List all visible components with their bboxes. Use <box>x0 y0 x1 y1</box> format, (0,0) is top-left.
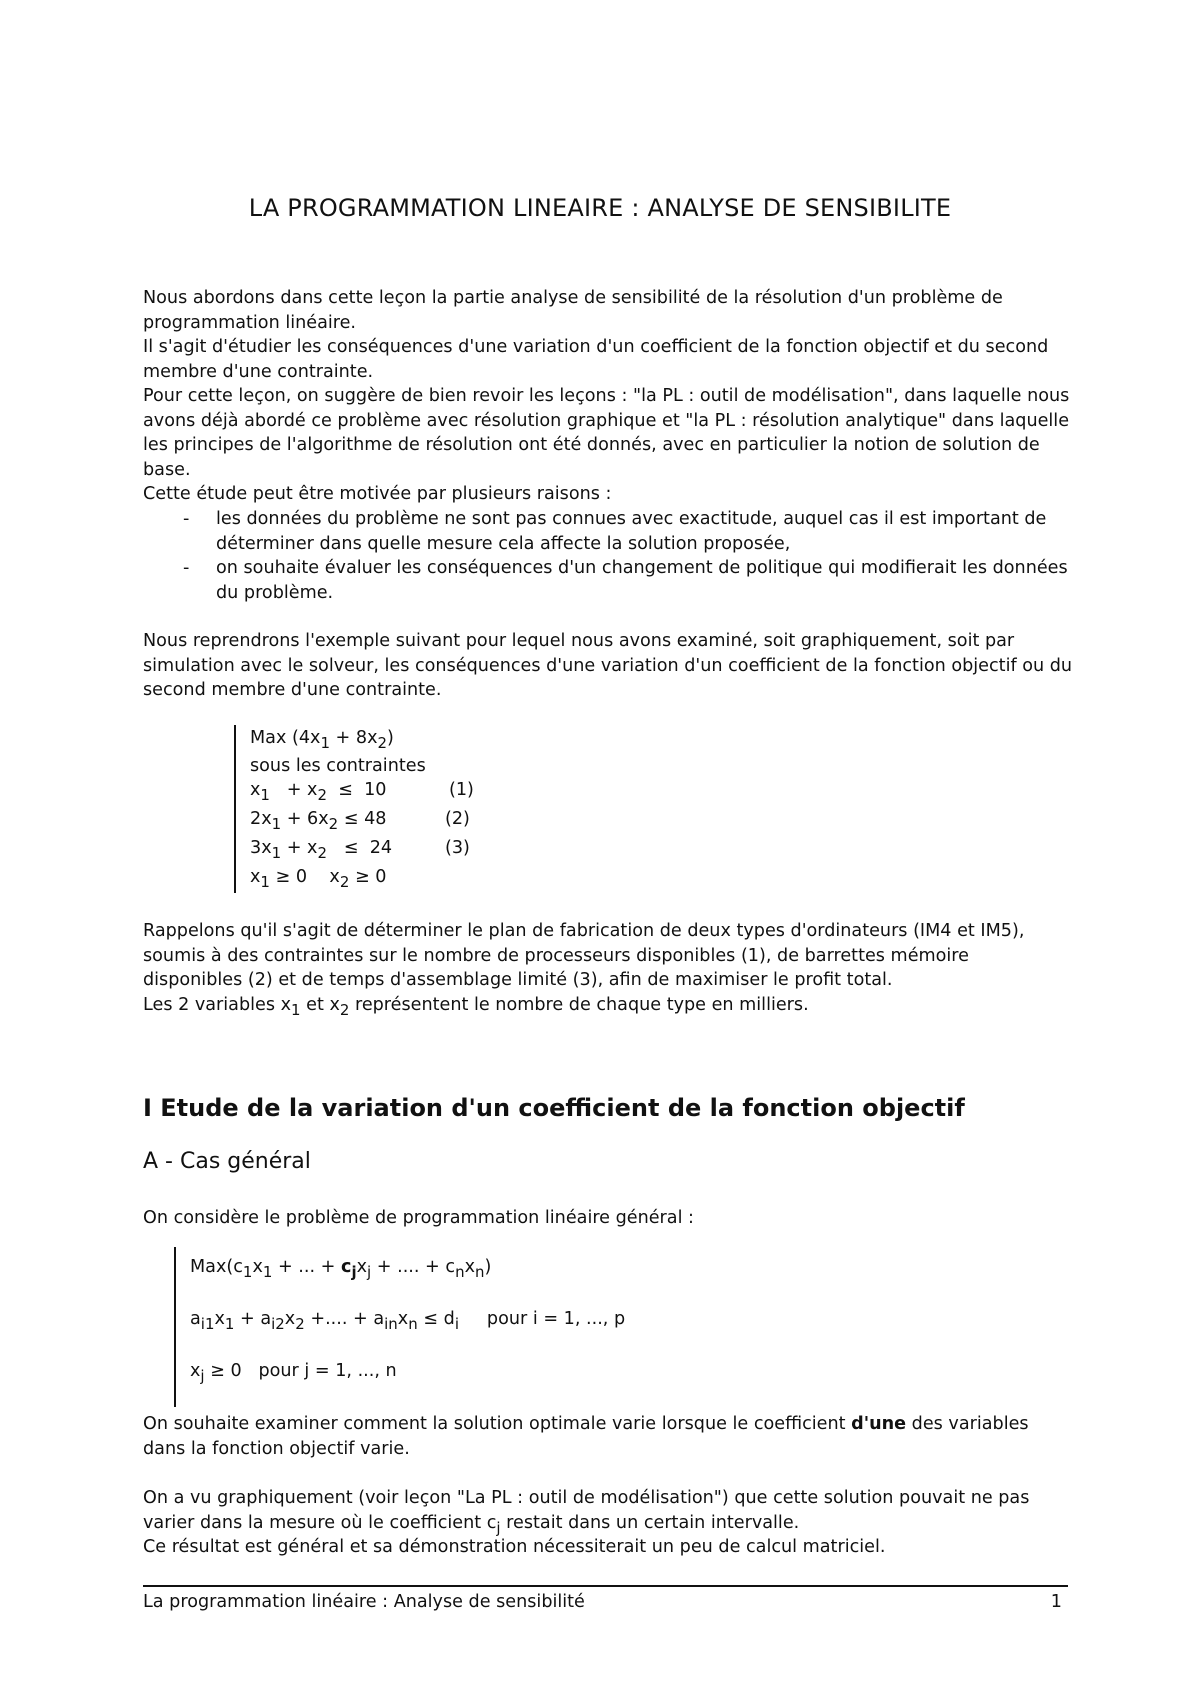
example-lp-system <box>234 725 496 893</box>
list-item-text: les données du problème ne sont pas connues avec exactitude, auquel cas il est important de déterminer dans quelle mesure cela affecte la solution proposée, <box>216 509 1047 554</box>
section-heading: I Etude de la variation d'un coefficient de la fonction objectif <box>143 1094 965 1122</box>
nonnegativity-constraint: $x_1 \ge 0$ $x_2 \ge 0$ <box>250 867 387 892</box>
constraint-2: $2x_1 + 6x_2 \le 48$ <box>250 809 387 834</box>
example-paragraph-3: Les 2 variables $x_1$ et $x_2$ représentent le nombre de chaque type en milliers. <box>143 995 809 1020</box>
section-paragraph-2: On souhaite examiner comment la solution optimale varie lorsque le coefficient d'une des variables dans la fonction objectif varie. <box>143 1414 1029 1459</box>
objective-function: Max $(4x_1 + 8x_2)$ <box>250 728 394 753</box>
constraints-label: sous les contraintes <box>250 756 426 776</box>
page-number: 1 <box>1050 1592 1062 1612</box>
section-paragraph-4: Ce résultat est général et sa démonstration nécessiterait un peu de calcul matriciel. <box>143 1537 886 1557</box>
intro-paragraph-4: Cette étude peut être motivée par plusieurs raisons : <box>143 484 612 504</box>
general-problem-intro: On considère le problème de programmation linéaire général : <box>143 1208 694 1228</box>
intro-paragraph-1: Nous abordons dans cette leçon la partie analyse de sensibilité de la résolution d'un problème de programmation linéaire. <box>143 288 1003 333</box>
example-paragraph-1: Nous reprendrons l'exemple suivant pour lequel nous avons examiné, soit graphiquement, soit par simulation avec le solveur, les conséquences d'une variation d'un coefficient de la fonction objectif ou du second membre d'une contrainte. <box>143 631 1073 701</box>
general-objective: $Max(c_1x_1$ + ... + $c_jx_j$ + .... + $c_nx_n$) <box>190 1257 492 1282</box>
general-nonnegativity: $x_j \ge 0$ pour j = 1, ..., n <box>190 1361 397 1386</box>
constraint-1: $x_1 + x_2 \le 10$ <box>250 780 387 805</box>
constraint-3: $3x_1 + x_2 \le 24$ <box>250 838 393 863</box>
intro-paragraph-3: Pour cette leçon, on suggère de bien revoir les leçons : "la PL : outil de modélisation", dans laquelle nous avons déjà abordé ce problème avec résolution graphique et "la PL : résolution analytique" dans laquelle les principes de l'algorithme de résolution ont été donnés, avec en particulier la notion de solution de base. <box>143 386 1070 480</box>
reasons-list <box>143 507 1073 605</box>
general-lp-system <box>174 1247 696 1407</box>
page-title: LA PROGRAMMATION LINEAIRE : ANALYSE DE SENSIBILITE <box>248 194 952 222</box>
list-item-text: on souhaite évaluer les conséquences d'un changement de politique qui modifierait les données du problème. <box>216 558 1068 603</box>
list-item <box>143 507 1073 556</box>
footer-title: La programmation linéaire : Analyse de sensibilité <box>143 1592 585 1612</box>
bullet-marker: - <box>183 558 190 579</box>
footer-divider <box>143 1585 1068 1587</box>
subsection-heading: A - Cas général <box>143 1149 311 1174</box>
example-paragraph-2: Rappelons qu'il s'agit de déterminer le plan de fabrication de deux types d'ordinateurs (IM4 et IM5), soumis à des contraintes sur le nombre de processeurs disponibles (1), de barrettes mémoire disponibles (2) et de temps d'assemblage limité (3), afin de maximiser le profit total. <box>143 921 1025 991</box>
constraint-2-number: (2) <box>445 809 470 829</box>
list-item <box>143 556 1073 605</box>
bullet-marker: - <box>183 509 190 529</box>
section-paragraph-3: On a vu graphiquement (voir leçon "La PL : outil de modélisation") que cette solution pouvait ne pas varier dans la mesure où le coefficient $c_j$ restait dans un certain intervalle. <box>143 1488 1030 1537</box>
general-constraint: $a_{i1}x_1 + a_{i2}x_2$ +.... + $a_{in}x_n \le d_i$ pour i = 1, ..., p <box>190 1309 626 1334</box>
constraint-3-number: (3) <box>445 838 470 858</box>
intro-paragraph-2: Il s'agit d'étudier les conséquences d'une variation d'un coefficient de la fonction objectif et du second membre d'une contrainte. <box>143 337 1049 382</box>
constraint-1-number: (1) <box>449 780 474 800</box>
